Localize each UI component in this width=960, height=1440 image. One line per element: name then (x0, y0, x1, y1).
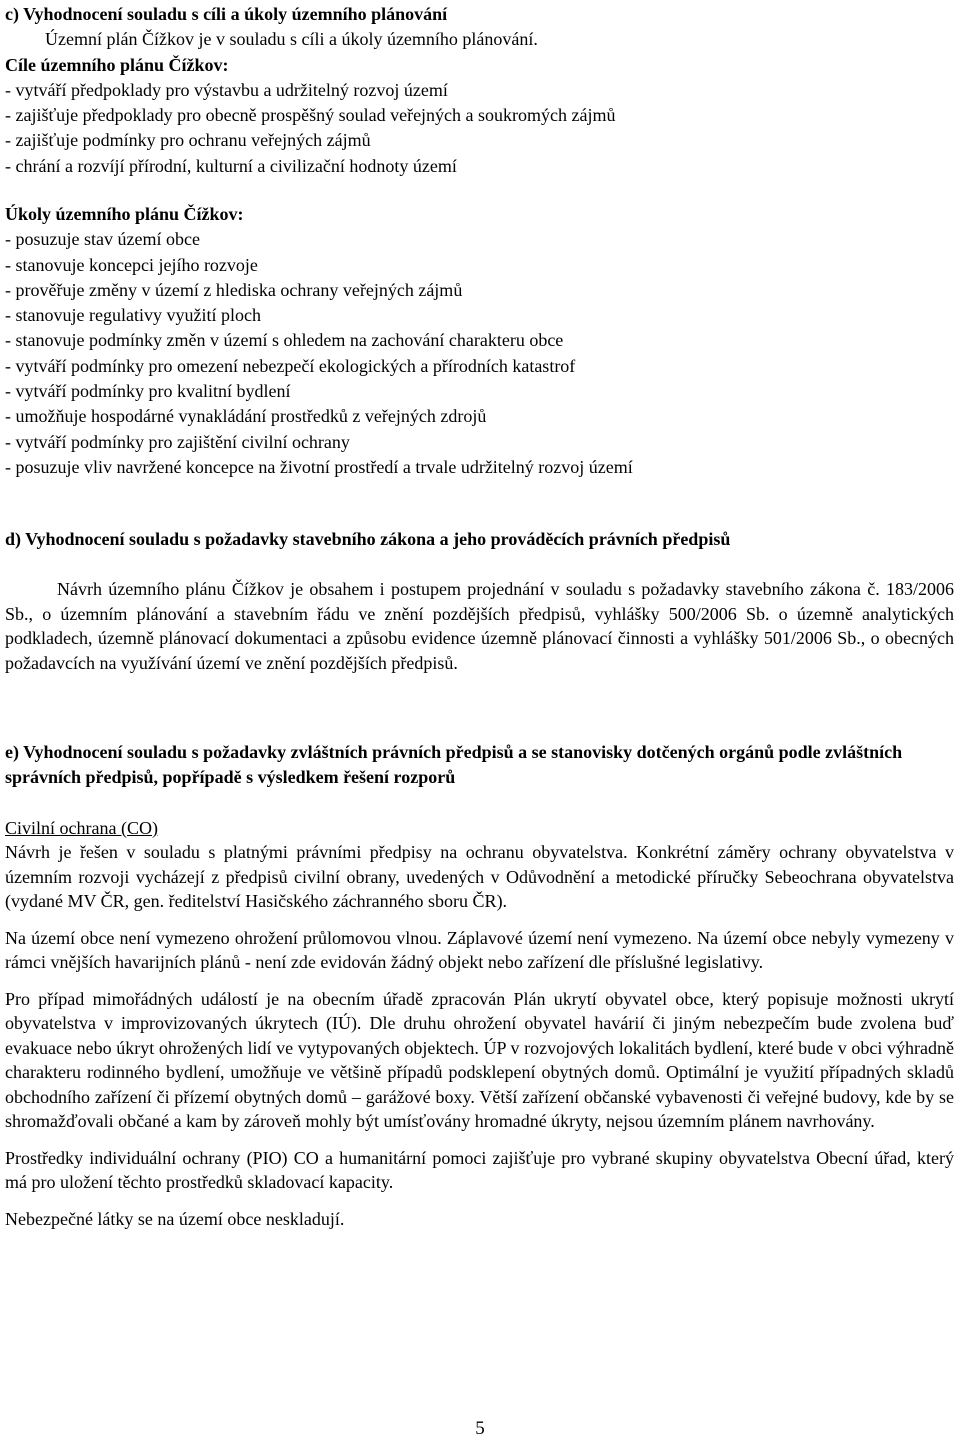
task-item: - stanovuje podmínky změn v území s ohledem na zachování charakteru obce (5, 330, 564, 351)
section-d-heading: d) Vyhodnocení souladu s požadavky stavebního zákona a jeho prováděcích právních předpisů (5, 529, 731, 549)
section-e-heading: e) Vyhodnocení souladu s požadavky zvláštních právních předpisů a se stanovisky dotčených orgánů podle zvláštních správních předpisů, popřípadě s výsledkem řešení rozporů (5, 742, 903, 787)
tasks-title: Úkoly územního plánu Čížkov: (5, 204, 244, 224)
paragraph: Nebezpečné látky se na území obce neskladují. (5, 1208, 345, 1229)
task-item: - posuzuje stav území obce (5, 229, 200, 250)
civil-protection-subheading: Civilní ochrana (CO) (5, 818, 158, 838)
section-c-heading: c) Vyhodnocení souladu s cíli a úkoly územního plánování (5, 4, 448, 24)
paragraph: Pro případ mimořádných událostí je na obecním úřadě zpracován Plán ukrytí obyvatel obce, který popisuje možnosti ukrytí obyvatelstva v improvizovaných úkrytech (IÚ). Dle druhu ohrožení obyvatel havárií či jiným nebezpečím bude zvolena buď evakuace nebo úkryt ohrožených lidí ve vytypovaných objektech. ÚP v rozvojových lokalitách bydlení, které bude v obci výhradně charakteru rodinného bydlení, umožňuje ve většině případů podsklepení obytných domů. Optimální je využití případných skladů obchodního zařízení či přízemí obytných domů – garážové boxy. Větší zařízení občanské vybavenosti či veřejné budovy, kde by se shromažďovali občané a kam by zároveň mohly být umísťovány hromadné úkryty, nejsou územním plánem navrhovány. (5, 988, 954, 1131)
paragraph: Návrh je řešen v souladu s platnými právními předpisy na ochranu obyvatelstva. Konkrétní záměry ochrany obyvatelstva v územním rozvoji vycházejí z předpisů civilní obrany, uvedených v Odůvodnění a metodické příručky Sebeochrana obyvatelstva (vydané MV ČR, gen. ředitelství Hasičského záchranného sboru ČR). (5, 842, 954, 911)
section-c (5, 2, 954, 179)
section-c-intro: Územní plán Čížkov je v souladu s cíli a úkoly územního plánování. (45, 29, 538, 50)
task-item: - prověřuje změny v území z hlediska ochrany veřejných zájmů (5, 279, 463, 300)
goal-item: - vytváří předpoklady pro výstavbu a udržitelný rozvoj území (5, 79, 448, 100)
task-item: - vytváří podmínky pro omezení nebezpečí ekologických a přírodních katastrof (5, 355, 576, 376)
page-number: 5 (475, 1418, 485, 1439)
goal-item: - zajišťuje předpoklady pro obecně prospěšný soulad veřejných a soukromých zájmů (5, 105, 616, 126)
goal-item: - chrání a rozvíjí přírodní, kulturní a civilizační hodnoty území (5, 155, 457, 176)
paragraph: Prostředky individuální ochrany (PIO) CO a humanitární pomoci zajišťuje pro vybrané skupiny obyvatelstva Obecní úřad, který má pro uložení těchto prostředků skladovací kapacity. (5, 1147, 954, 1192)
section-d-paragraph: Návrh územního plánu Čížkov je obsahem i postupem projednání v souladu s požadavky stavebního zákona č. 183/2006 Sb., o územním plánování a stavebním řádu ve znění pozdějších předpisů, vyhlášky 500/2006 Sb. o územně analytických podkladech, územně plánovací dokumentaci a způsobu evidence územně plánovací činnosti a vyhlášky 501/2006 Sb., o obecných požadavcích na využívání území ve znění pozdějších předpisů. (5, 579, 954, 673)
goal-item: - zajišťuje podmínky pro ochranu veřejných zájmů (5, 130, 371, 151)
paragraph: Na území obce není vymezeno ohrožení průlomovou vlnou. Záplavové území není vymezeno. Na území obce nebyly vymezeny v rámci vnějších havarijních plánů - není zde evidován žádný objekt nebo zařízení dle příslušné legislativy. (5, 927, 954, 972)
task-item: - stanovuje regulativy využití ploch (5, 305, 261, 326)
task-item: - stanovuje koncepci jejího rozvoje (5, 254, 258, 275)
task-item: - umožňuje hospodárné vynakládání prostředků z veřejných zdrojů (5, 406, 487, 427)
section-d (5, 527, 954, 552)
task-item: - vytváří podmínky pro kvalitní bydlení (5, 381, 291, 402)
tasks-list (5, 202, 954, 480)
task-item: - posuzuje vliv navržené koncepce na životní prostředí a trvale udržitelný rozvoj území (5, 456, 633, 477)
civil-protection-text (5, 840, 954, 1243)
task-item: - vytváří podmínky pro zajištění civilní ochrany (5, 431, 350, 452)
section-e-body (5, 816, 954, 841)
goals-title: Cíle územního plánu Čížkov: (5, 54, 229, 75)
